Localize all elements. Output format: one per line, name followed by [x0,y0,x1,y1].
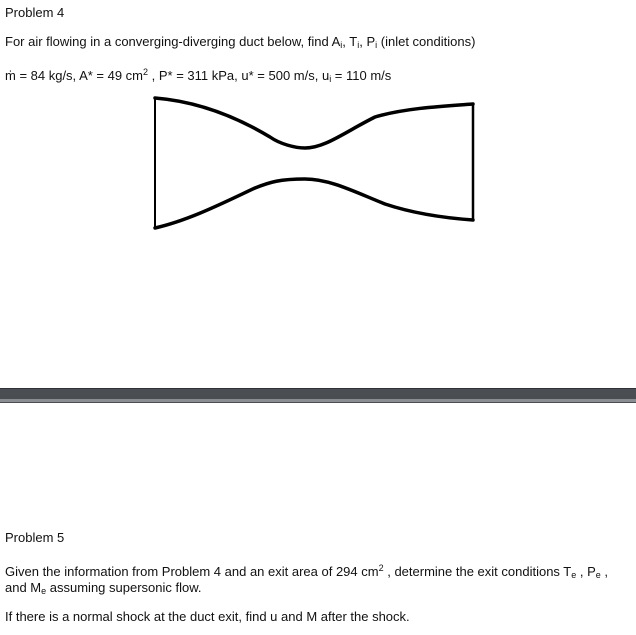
subscript-e: e [571,570,577,580]
p5-text-supersonic: assuming supersonic flow. [46,580,202,595]
superscript-2: 2 [378,563,384,573]
subscript-i: i [357,40,360,50]
subscript-i: i [375,40,378,50]
subscript-e: e [595,570,601,580]
superscript-2: 2 [143,67,149,77]
question-text: For air flowing in a converging-diverging duct below, find A [5,34,341,49]
p5-text-d: , [600,564,609,579]
given-ui: = 110 m/s [331,68,392,83]
duct-diagram [145,92,485,242]
subscript-i: i [329,74,332,84]
problem-4-question [5,34,475,53]
problem-4-given-values [5,64,391,87]
p5-text-b: , determine the exit conditions T [383,564,572,579]
separator: , T [342,34,358,49]
problem-5-title: Problem 5 [5,530,65,545]
subscript-i: i [340,40,343,50]
given-rest: , P* = 311 kPa, u* = 500 m/s, u [148,68,330,83]
problem-4-title: Problem 4 [5,5,65,20]
separator: , P [359,34,376,49]
duct-top-wall [155,98,473,148]
question-suffix: (inlet conditions) [377,34,476,49]
p5-text-m: and M [5,580,42,595]
duct-bottom-wall [155,179,473,228]
p5-text-a: Given the information from Problem 4 and an exit area of 294 cm [5,564,379,579]
problem-5-line-2 [5,580,202,599]
given-mdot: ṁ = 84 kg/s, A* = 49 cm [5,68,144,83]
p5-text-c: , P [576,564,596,579]
subscript-e: e [41,586,47,596]
section-divider-highlight [0,399,636,402]
problem-5-line-3: If there is a normal shock at the duct exit, find u and M after the shock. [5,609,410,624]
